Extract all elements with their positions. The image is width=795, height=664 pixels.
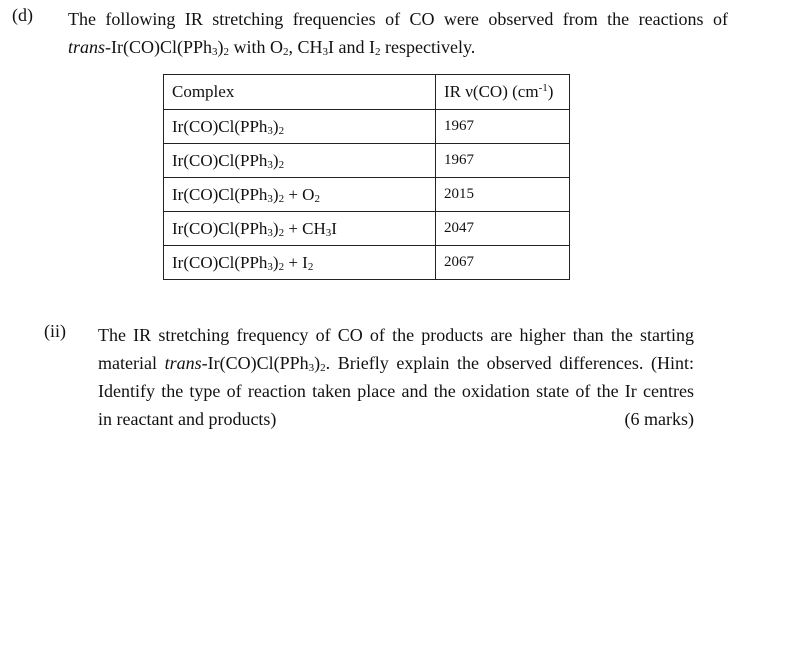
subquestion-line-2: material trans-$Ir(CO)Cl(PPh_3)_2$. Briefly explain the observed differences. (Hint: (98, 353, 694, 374)
table-row (164, 144, 570, 178)
table-header-row (164, 75, 570, 110)
header-ir-text: IR ν(CO) (cm (444, 82, 539, 101)
formula-text: ) (217, 37, 224, 57)
subscript: 2 (283, 46, 289, 58)
subscript: 3 (212, 46, 218, 58)
subscript: 2 (223, 46, 230, 58)
intro-line-1: The following IR stretching frequencies of CO were observed from the reactions of (68, 9, 728, 29)
text-segment: . Briefly explain the observed differences. (Hint: (325, 353, 694, 373)
part-label: (d) (12, 5, 33, 25)
subscript: 2 (320, 362, 326, 374)
subscript: 3 (325, 226, 332, 239)
ir-frequency-table (163, 74, 570, 280)
formula-text: with O (229, 37, 284, 57)
complex-cell: $Ir(CO)Cl(PPh_3)_2 + O_2$ (164, 178, 436, 212)
header-complex: Complex (164, 75, 436, 110)
formula-text: -Ir(CO)Cl(PPh (201, 353, 309, 373)
subquestion-line-4 (98, 405, 694, 433)
subscript: 2 (278, 158, 285, 171)
formula-text: respectively. (380, 37, 476, 57)
header-ir-frequency (436, 75, 570, 110)
subscript: 2 (307, 260, 314, 273)
subscript: 2 (278, 192, 285, 205)
formula-text: , CH (288, 37, 323, 57)
frequency-cell: 1967 (436, 110, 570, 144)
subquestion-text (98, 321, 694, 433)
complex-cell: $Ir(CO)Cl(PPh_3)_2$ (164, 110, 436, 144)
subscript: 3 (267, 260, 273, 273)
marks-label: (6 marks) (624, 409, 694, 429)
subscript: 3 (267, 158, 273, 171)
table-row (164, 212, 570, 246)
trans-prefix: trans (164, 353, 202, 373)
subscript: 2 (314, 192, 320, 205)
intro-line-2 (68, 33, 728, 61)
question-intro (68, 5, 728, 61)
table-row (164, 110, 570, 144)
text-segment: in reactant and products) (98, 409, 277, 429)
subscript: 3 (267, 226, 273, 239)
trans-prefix: trans (68, 37, 106, 57)
formula-text: I and I (328, 37, 376, 57)
subscript: 2 (278, 260, 285, 273)
subscript: 3 (267, 192, 273, 205)
text-segment: material (98, 353, 165, 373)
subscript: 2 (278, 226, 285, 239)
table-row (164, 178, 570, 212)
subquestion-label: (ii) (44, 321, 66, 341)
frequency-cell: 2047 (436, 212, 570, 246)
subscript: 2 (278, 124, 285, 137)
subquestion-line-1: The IR stretching frequency of CO of the products are higher than the starting (98, 325, 694, 345)
frequency-cell: 1967 (436, 144, 570, 178)
subquestion-line-3: Identify the type of reaction taken place and the oxidation state of the Ir centres (98, 381, 694, 401)
table-row (164, 246, 570, 280)
complex-cell: $Ir(CO)Cl(PPh_3)_2 + I_2$ (164, 246, 436, 280)
subscript: 3 (308, 362, 315, 374)
subscript: 2 (375, 46, 381, 58)
superscript: -1 (538, 82, 548, 94)
frequency-cell: 2015 (436, 178, 570, 212)
complex-cell: $Ir(CO)Cl(PPh_3)_2$ (164, 144, 436, 178)
subscript: 3 (267, 124, 273, 137)
subscript: 3 (322, 46, 329, 58)
frequency-cell: 2067 (436, 246, 570, 280)
header-ir-text: ) (547, 82, 554, 101)
complex-cell: $Ir(CO)Cl(PPh_3)_2 + CH_3I$ (164, 212, 436, 246)
formula-text: -Ir(CO)Cl(PPh (105, 37, 213, 57)
